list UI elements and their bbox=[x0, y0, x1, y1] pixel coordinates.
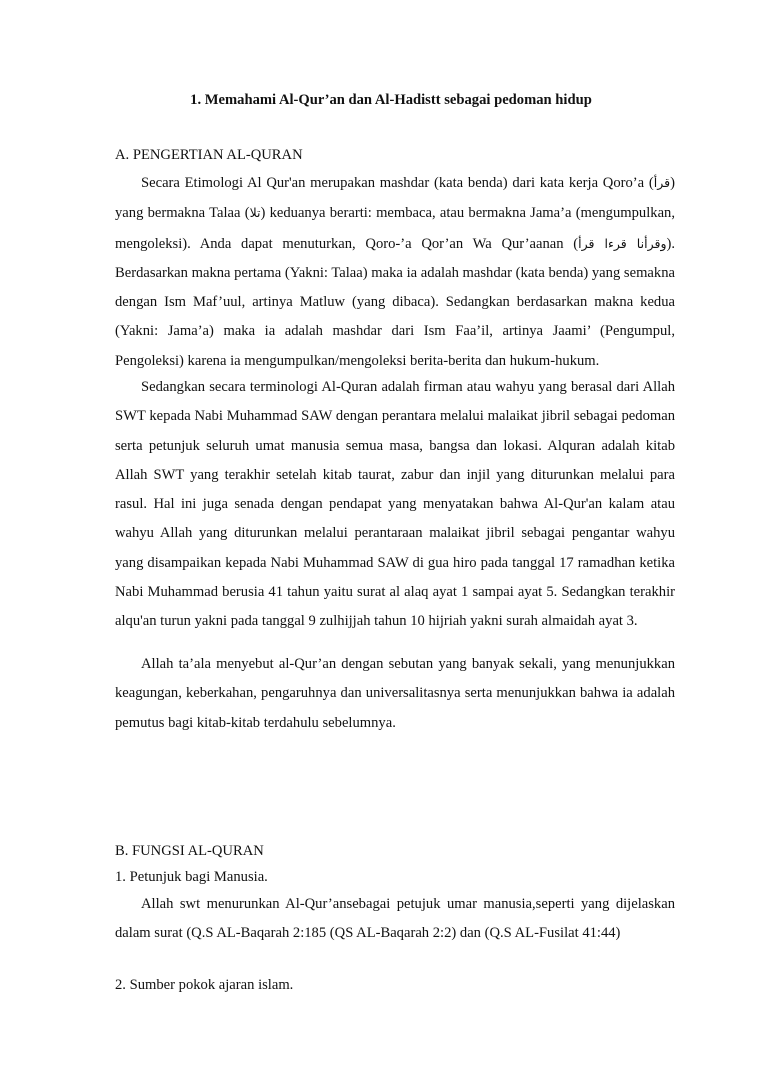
list-item-2: 2. Sumber pokok ajaran islam. bbox=[115, 977, 294, 993]
paragraph-names: Allah ta’ala menyebut al-Qur’an dengan sebutan yang banyak sekali, yang menunjukkan keagungan, keberkahan, pengaruhnya dan universalitasnya serta menunjukkan bahwa ia adalah pemutus bagi kitab-kitab terdahulu sebelumnya. bbox=[115, 656, 675, 731]
etymology-text-4: ). Berdasarkan makna pertama (Yakni: Talaa) maka ia adalah mashdar (kata benda) yang semakna dengan Ism Maf’uul, artinya Matluw (yang dibaca). Sedangkan berdasarkan makna kedua (Yakni: Jama’a) maka ia adalah mashdar dari Ism Faa’il, artinya Jaami’ (Pengumpul, Pengoleksi) karena ia mengumpulkan/mengoleksi berita-berita dan hukum-hukum. bbox=[115, 235, 675, 369]
arabic-word-qoroa: قرأ bbox=[653, 175, 671, 190]
arabic-phrase-quran: وقرأنا قرءا قرأ bbox=[578, 235, 667, 251]
list-item-1: 1. Petunjuk bagi Manusia. bbox=[115, 869, 268, 885]
arabic-word-talaa: تلا bbox=[249, 205, 261, 221]
etymology-text-1: Secara Etimologi Al Qur'an merupakan mashdar (kata benda) dari kata kerja Qoro’a ( bbox=[141, 175, 654, 191]
paragraph-terminology: Sedangkan secara terminologi Al-Quran adalah firman atau wahyu yang berasal dari Allah SWT kepada Nabi Muhammad SAW dengan perantara melalui malaikat jibril sebagai pedoman serta petunjuk seluruh umat manusia semua masa, bangsa dan lokasi. Alquran adalah kitab Allah SWT yang terakhir setelah kitab taurat, zabur dan injil yang diturunkan melalui para rasul. Hal ini juga senada dengan pendapat yang menyatakan bahwa Al-Qur'an kalam atau wahyu Allah yang diturunkan melalui perantaraan malaikat jibril sebagai pengantar wahyu yang disampaikan kepada Nabi Muhammad SAW di gua hiro pada tanggal 17 ramadhan ketika Nabi Muhammad berusia 41 tahun yaitu surat al alaq ayat 1 sampai ayat 5. Sedangkan terakhir alqu'an turun yakni pada tanggal 9 zulhijjah tahun 10 hijriah yakni surah almaidah ayat 3. bbox=[115, 379, 675, 630]
list-item-1-text: Allah swt menurunkan Al-Qur’ansebagai petujuk umar manusia,seperti yang dijelaskan dalam surat (Q.S AL-Baqarah 2:185 (QS AL-Baqarah 2:2) dan (Q.S AL-Fusilat 41:44) bbox=[115, 896, 675, 942]
etymology-text-2: ) yang bermakna Talaa ( bbox=[115, 175, 675, 222]
paragraph-etymology bbox=[115, 168, 675, 376]
section-b-heading: B. FUNGSI AL-QURAN bbox=[115, 843, 264, 859]
etymology-text-3: ) keduanya berarti: membaca, atau bermakna Jama’a (mengumpulkan, mengoleksi). Anda dapat menuturkan, Qoro-’a Qor’an Wa Qur’aanan ( bbox=[115, 205, 675, 252]
page-title: 1. Memahami Al-Qur’an dan Al-Hadistt sebagai pedoman hidup bbox=[190, 92, 592, 108]
section-a-heading: A. PENGERTIAN AL-QURAN bbox=[115, 147, 303, 163]
